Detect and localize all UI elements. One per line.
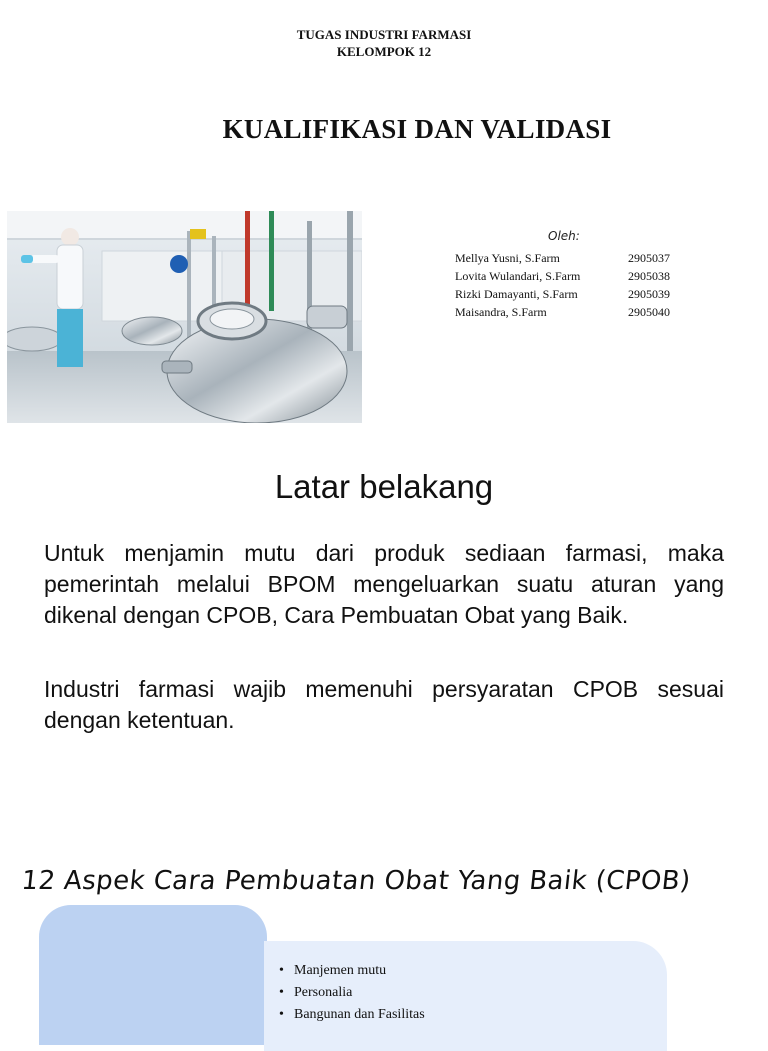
member-id: 2905039 — [628, 287, 670, 301]
list-item — [279, 960, 425, 982]
member-row — [455, 285, 698, 303]
course-header — [0, 26, 768, 60]
background-paragraph-1: Untuk menjamin mutu dari produk sediaan farmasi, maka pemerintah melalui BPOM mengeluarkan suatu aturan yang dikenal dengan CPOB, Cara Pembuatan Obat yang Baik. — [44, 540, 724, 628]
list-item — [279, 1004, 425, 1026]
group-label: KELOMPOK 12 — [336, 44, 432, 59]
pharma-factory-photo — [7, 211, 362, 423]
aspect-label: Bangunan dan Fasilitas — [294, 1007, 425, 1022]
list-item — [279, 982, 425, 1004]
aspects-title: 12 Aspek Cara Pembuatan Obat Yang Baik (CPOB) — [20, 866, 693, 896]
member-row — [455, 303, 698, 321]
aspect-list — [279, 960, 425, 1026]
member-list — [455, 249, 698, 321]
member-name: Lovita Wulandari, S.Farm — [455, 269, 581, 283]
member-id: 2905040 — [628, 305, 670, 319]
member-name: Rizki Damayanti, S.Farm — [455, 287, 578, 301]
oleh-label: Oleh: — [548, 229, 580, 243]
member-id: 2905037 — [628, 251, 670, 265]
course-title: TUGAS INDUSTRI FARMASI — [296, 27, 472, 42]
member-id: 2905038 — [628, 269, 670, 283]
bullet-icon: • — [279, 963, 284, 978]
aspect-label: Manjemen mutu — [294, 963, 387, 978]
decorative-panel-left — [39, 905, 267, 1045]
background-paragraph-2: Industri farmasi wajib memenuhi persyaratan CPOB sesuai dengan ketentuan. — [44, 676, 724, 733]
member-name: Maisandra, S.Farm — [455, 305, 547, 319]
member-name: Mellya Yusni, S.Farm — [455, 251, 560, 265]
member-row — [455, 249, 698, 267]
bullet-icon: • — [279, 1007, 284, 1022]
member-row — [455, 267, 698, 285]
aspect-label: Personalia — [294, 985, 353, 1000]
main-title: KUALIFIKASI DAN VALIDASI — [222, 114, 612, 144]
section-title: Latar belakang — [274, 468, 494, 505]
bullet-icon: • — [279, 985, 284, 1000]
